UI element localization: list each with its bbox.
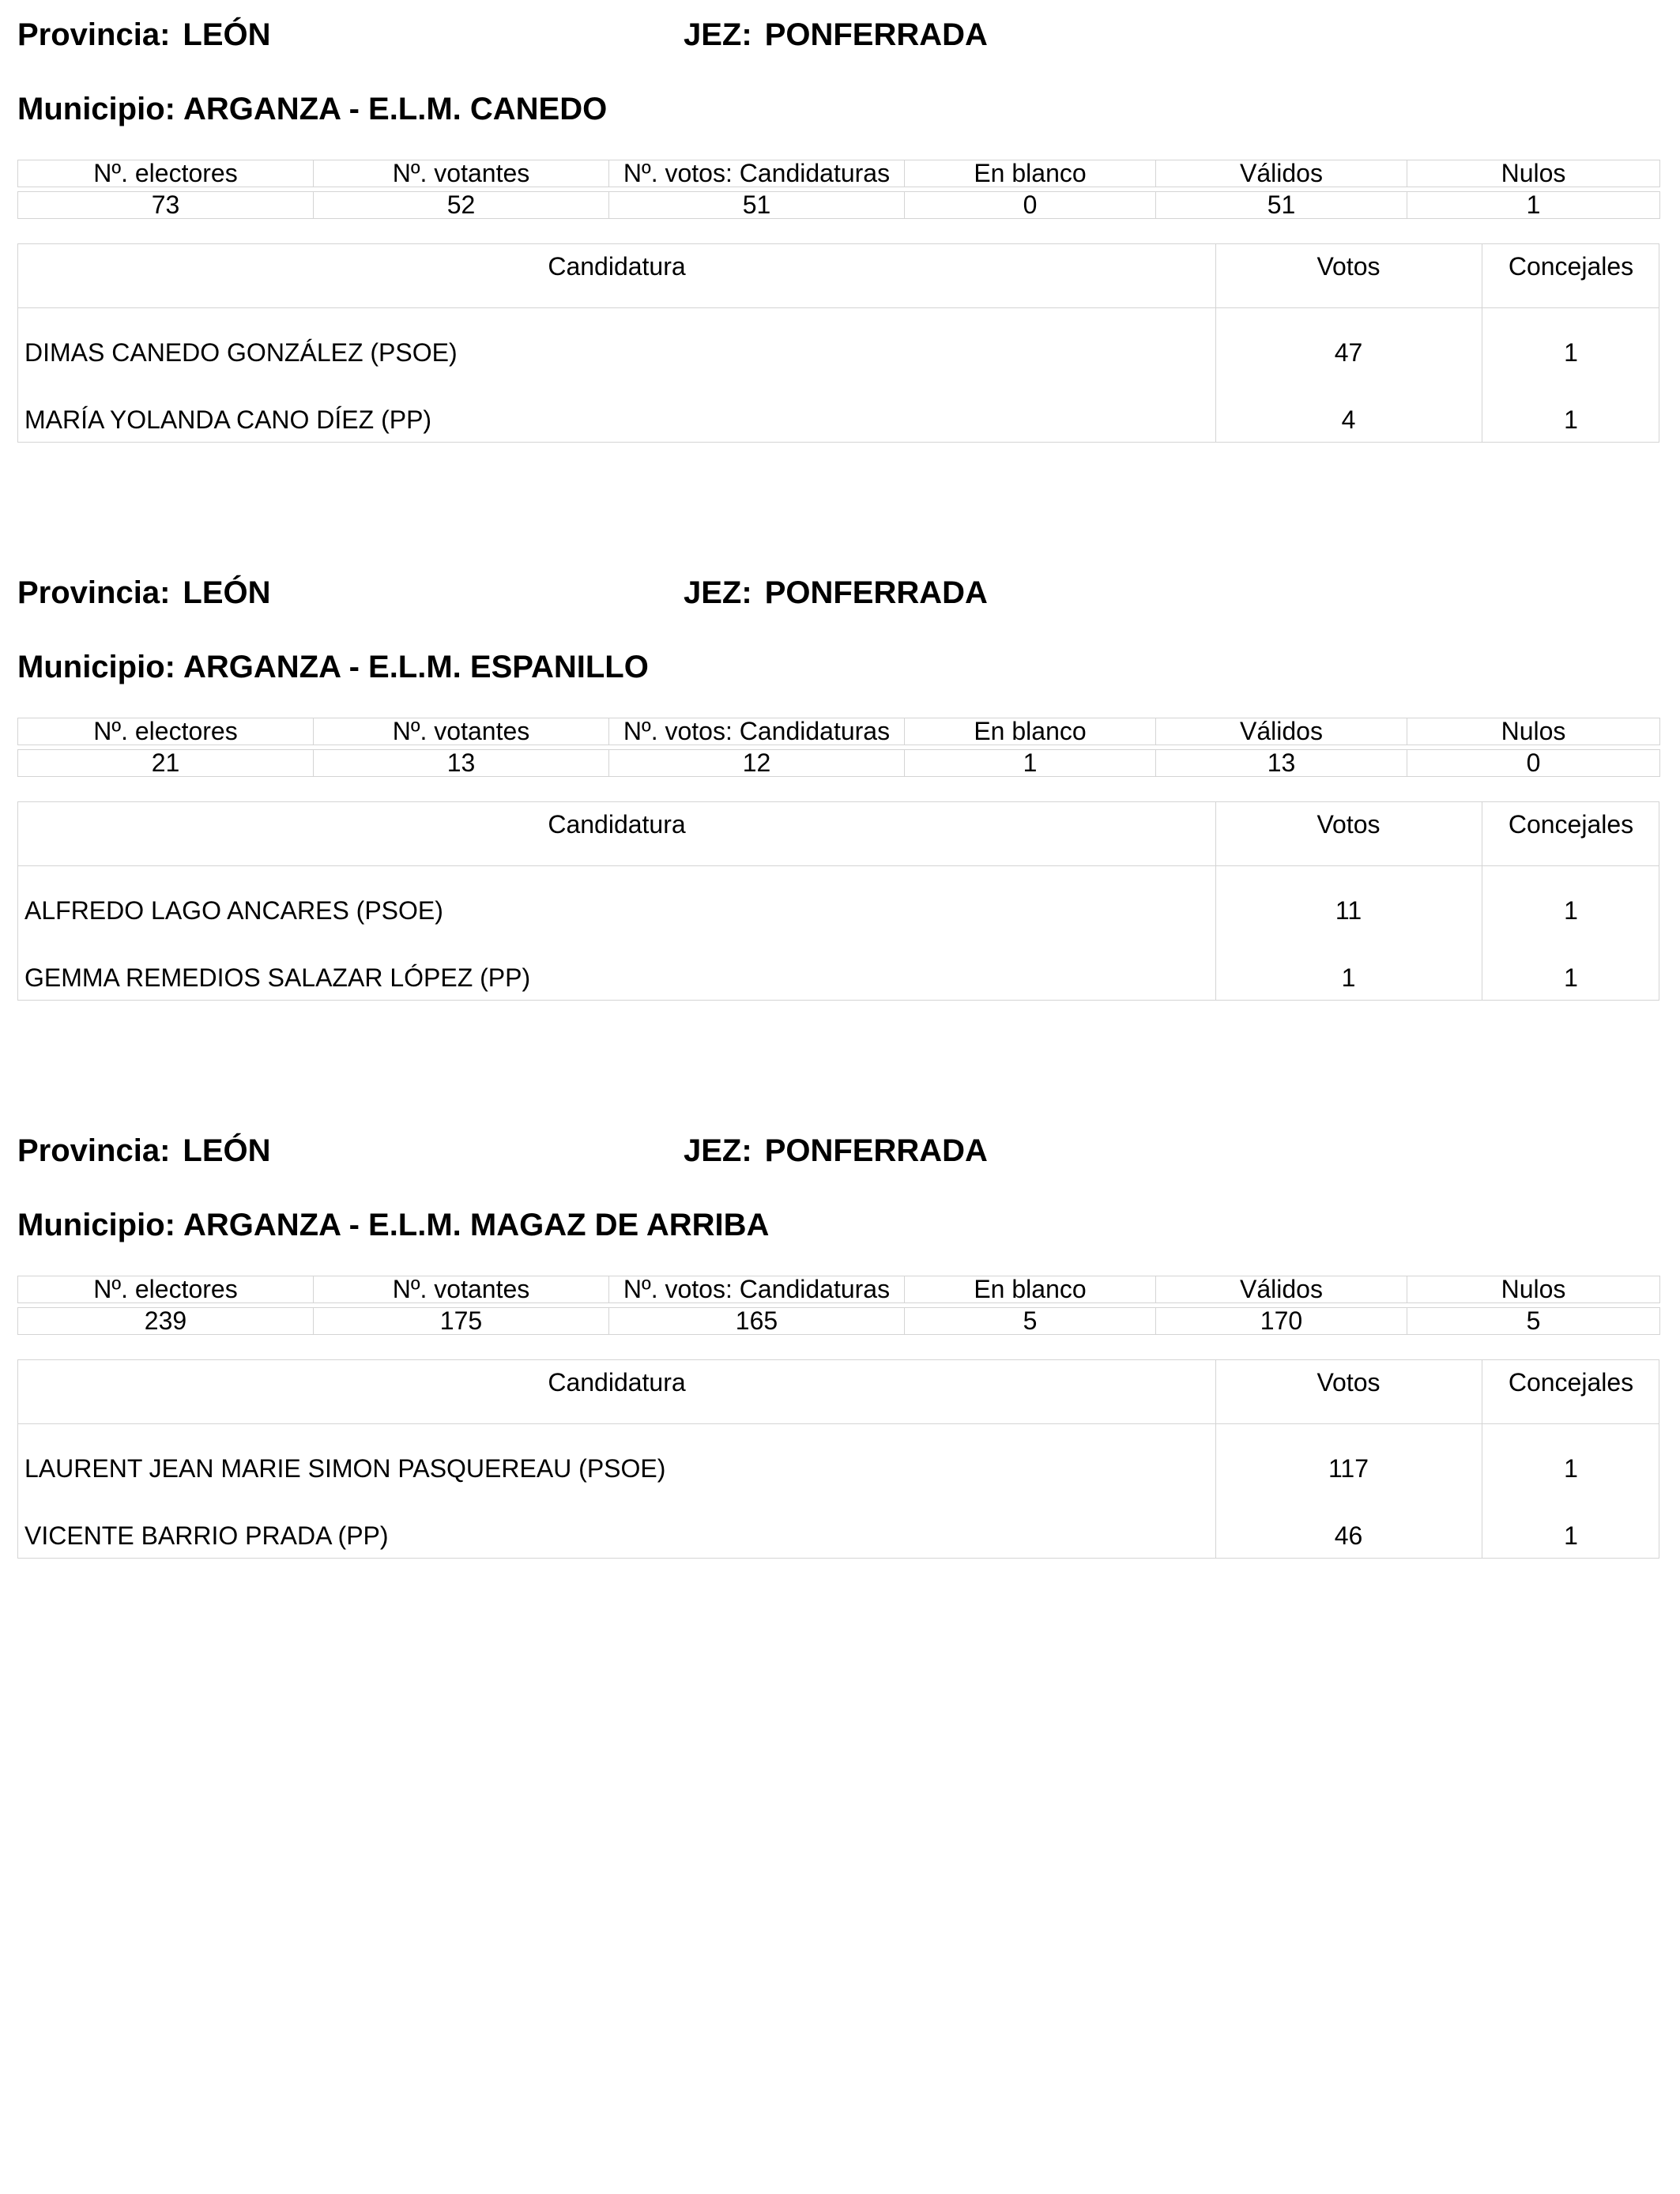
candidate-name: GEMMA REMEDIOS SALAZAR LÓPEZ (PP) bbox=[24, 963, 531, 992]
candidate-name: VICENTE BARRIO PRADA (PP) bbox=[24, 1521, 389, 1550]
stats-value-row bbox=[18, 1308, 1660, 1335]
stats-header-cell: En blanco bbox=[905, 160, 1156, 187]
concejales-header: Concejales bbox=[1508, 252, 1634, 281]
stats-value-cell: 12 bbox=[609, 750, 905, 777]
stats-value-cell: 170 bbox=[1156, 1308, 1407, 1335]
candidatura-header: Candidatura bbox=[548, 1368, 686, 1397]
candidatura-header: Candidatura bbox=[548, 810, 686, 839]
stats-value-cell: 5 bbox=[1407, 1308, 1660, 1335]
candidate-row bbox=[18, 958, 1660, 997]
stats-header-cell: Válidos bbox=[1156, 718, 1407, 745]
provincia-heading: Provincia: LEÓN bbox=[17, 17, 271, 52]
stats-header-cell: Nº. votos: Candidaturas bbox=[609, 1276, 905, 1303]
candidates-table bbox=[17, 243, 1659, 443]
concejales-header: Concejales bbox=[1508, 810, 1634, 839]
stats-table bbox=[17, 718, 1660, 777]
candidate-row bbox=[18, 891, 1660, 930]
stats-value-cell: 175 bbox=[314, 1308, 609, 1335]
candidate-row bbox=[18, 400, 1660, 439]
candidate-concejales: 1 bbox=[1564, 1521, 1578, 1550]
candidate-concejales: 1 bbox=[1564, 963, 1578, 992]
stats-value-cell: 1 bbox=[1407, 192, 1660, 219]
stats-header-cell: Nº. votos: Candidaturas bbox=[609, 718, 905, 745]
stats-value-row bbox=[18, 750, 1660, 777]
stats-header-cell: En blanco bbox=[905, 1276, 1156, 1303]
stats-header-cell: Nº. electores bbox=[18, 718, 314, 745]
stats-header-row bbox=[18, 160, 1660, 187]
candidate-concejales: 1 bbox=[1564, 896, 1578, 925]
stats-header-cell: Nº. votantes bbox=[314, 1276, 609, 1303]
candidates-table bbox=[17, 1359, 1659, 1559]
stats-value-cell: 51 bbox=[609, 192, 905, 219]
municipio-heading: Municipio: ARGANZA - E.L.M. MAGAZ DE ARRIBA bbox=[17, 1208, 770, 1242]
candidate-concejales: 1 bbox=[1564, 338, 1578, 367]
stats-value-cell: 1 bbox=[905, 750, 1156, 777]
stats-header-cell: En blanco bbox=[905, 718, 1156, 745]
stats-header-cell: Válidos bbox=[1156, 160, 1407, 187]
stats-value-cell: 0 bbox=[1407, 750, 1660, 777]
candidate-row bbox=[18, 333, 1660, 372]
stats-header-cell: Nº. electores bbox=[18, 1276, 314, 1303]
stats-header-cell: Nulos bbox=[1407, 160, 1660, 187]
votos-header: Votos bbox=[1317, 1368, 1381, 1397]
stats-header-cell: Nulos bbox=[1407, 718, 1660, 745]
stats-value-row bbox=[18, 192, 1660, 219]
candidate-name: MARÍA YOLANDA CANO DÍEZ (PP) bbox=[24, 405, 432, 434]
candidate-concejales: 1 bbox=[1564, 405, 1578, 434]
stats-header-cell: Nulos bbox=[1407, 1276, 1660, 1303]
candidate-name: LAURENT JEAN MARIE SIMON PASQUEREAU (PSOE) bbox=[24, 1454, 666, 1483]
stats-header-row bbox=[18, 1276, 1660, 1303]
candidate-votos: 47 bbox=[1334, 338, 1363, 367]
candidate-votos: 117 bbox=[1328, 1454, 1369, 1483]
jez-heading: JEZ: PONFERRADA bbox=[684, 575, 988, 610]
candidatura-header: Candidatura bbox=[548, 252, 686, 281]
stats-value-cell: 165 bbox=[609, 1308, 905, 1335]
stats-header-cell: Nº. votos: Candidaturas bbox=[609, 160, 905, 187]
candidate-name: DIMAS CANEDO GONZÁLEZ (PSOE) bbox=[24, 338, 458, 367]
stats-table bbox=[17, 160, 1660, 219]
stats-table bbox=[17, 1276, 1660, 1335]
stats-value-cell: 21 bbox=[18, 750, 314, 777]
stats-header-cell: Nº. votantes bbox=[314, 160, 609, 187]
stats-header-cell: Nº. electores bbox=[18, 160, 314, 187]
stats-header-row bbox=[18, 718, 1660, 745]
candidate-concejales: 1 bbox=[1564, 1454, 1578, 1483]
candidate-row bbox=[18, 1449, 1660, 1488]
stats-value-cell: 5 bbox=[905, 1308, 1156, 1335]
jez-heading: JEZ: PONFERRADA bbox=[684, 1133, 988, 1168]
stats-value-cell: 239 bbox=[18, 1308, 314, 1335]
candidate-votos: 4 bbox=[1341, 405, 1356, 434]
candidate-votos: 1 bbox=[1341, 963, 1356, 992]
candidate-row bbox=[18, 1516, 1660, 1555]
stats-header-cell: Nº. votantes bbox=[314, 718, 609, 745]
stats-value-cell: 13 bbox=[1156, 750, 1407, 777]
municipio-heading: Municipio: ARGANZA - E.L.M. ESPANILLO bbox=[17, 650, 649, 684]
stats-value-cell: 0 bbox=[905, 192, 1156, 219]
stats-value-cell: 73 bbox=[18, 192, 314, 219]
stats-value-cell: 13 bbox=[314, 750, 609, 777]
municipio-heading: Municipio: ARGANZA - E.L.M. CANEDO bbox=[17, 92, 608, 126]
provincia-heading: Provincia: LEÓN bbox=[17, 1133, 271, 1168]
jez-heading: JEZ: PONFERRADA bbox=[684, 17, 988, 52]
votos-header: Votos bbox=[1317, 810, 1381, 839]
concejales-header: Concejales bbox=[1508, 1368, 1634, 1397]
stats-value-cell: 51 bbox=[1156, 192, 1407, 219]
candidate-name: ALFREDO LAGO ANCARES (PSOE) bbox=[24, 896, 443, 925]
candidate-votos: 11 bbox=[1335, 896, 1362, 925]
stats-header-cell: Válidos bbox=[1156, 1276, 1407, 1303]
votos-header: Votos bbox=[1317, 252, 1381, 281]
stats-value-cell: 52 bbox=[314, 192, 609, 219]
candidates-table bbox=[17, 801, 1659, 1001]
candidate-votos: 46 bbox=[1334, 1521, 1363, 1550]
provincia-heading: Provincia: LEÓN bbox=[17, 575, 271, 610]
